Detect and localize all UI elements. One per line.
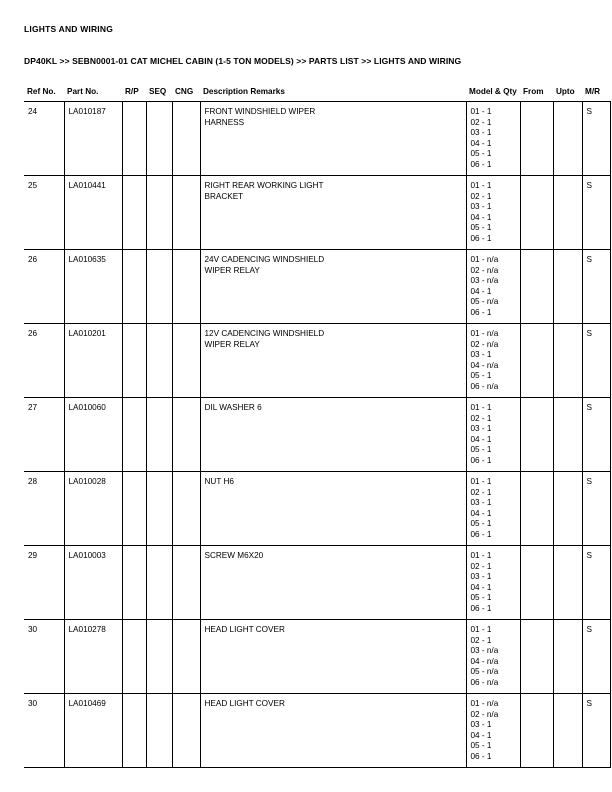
model-qty-line: 05 - 1 xyxy=(470,149,492,158)
description-line: BRACKET xyxy=(204,191,244,201)
table-header-row xyxy=(24,87,610,102)
model-qty-line: 06 - 1 xyxy=(470,529,492,539)
cell-description xyxy=(200,620,466,694)
cell-from xyxy=(520,546,553,620)
cell-from xyxy=(520,102,553,176)
model-qty-line: 01 - n/a xyxy=(470,699,499,708)
model-qty-line: 06 - 1 xyxy=(470,603,492,613)
cell-rp xyxy=(122,324,146,398)
table-header xyxy=(24,87,610,102)
cell-seq xyxy=(146,472,172,546)
cell-seq xyxy=(146,694,172,768)
table-body xyxy=(24,102,610,768)
cell-cng xyxy=(172,250,200,324)
cell-part-no: LA010187 xyxy=(64,102,122,176)
cell-seq xyxy=(146,620,172,694)
cell-upto xyxy=(553,250,582,324)
model-qty-line: 01 - 1 xyxy=(470,477,492,486)
cell-part-no: LA010635 xyxy=(64,250,122,324)
model-qty-line: 04 - 1 xyxy=(470,434,492,444)
cell-rp xyxy=(122,250,146,324)
cell-part-no: LA010469 xyxy=(64,694,122,768)
model-qty-line: 03 - 1 xyxy=(470,498,492,507)
cell-seq xyxy=(146,176,172,250)
cell-description xyxy=(200,472,466,546)
cell-part-no: LA010028 xyxy=(64,472,122,546)
model-qty-line: 01 - n/a xyxy=(470,329,499,338)
cell-mr: S xyxy=(582,398,610,472)
cell-from xyxy=(520,620,553,694)
description-line: DIL WASHER 6 xyxy=(204,403,262,412)
model-qty-line: 03 - 1 xyxy=(470,350,492,359)
table-row xyxy=(24,694,610,768)
cell-mr: S xyxy=(582,694,610,768)
model-qty-line: 02 - 1 xyxy=(470,487,492,497)
cell-rp xyxy=(122,472,146,546)
model-qty-line: 02 - 1 xyxy=(470,561,492,571)
model-qty-line: 02 - 1 xyxy=(470,117,492,127)
cell-model-qty xyxy=(466,472,520,546)
description-line: HEAD LIGHT COVER xyxy=(204,699,285,708)
model-qty-line: 06 - 1 xyxy=(470,307,492,317)
model-qty-line: 03 - n/a xyxy=(470,276,499,285)
cell-mr: S xyxy=(582,250,610,324)
cell-rp xyxy=(122,176,146,250)
cell-from xyxy=(520,250,553,324)
cell-ref-no: 30 xyxy=(24,694,64,768)
model-qty-line: 05 - n/a xyxy=(470,297,499,306)
model-qty-line: 05 - 1 xyxy=(470,519,492,528)
cell-mr: S xyxy=(582,176,610,250)
parts-list-table xyxy=(24,87,611,768)
table-row xyxy=(24,472,610,546)
cell-rp xyxy=(122,398,146,472)
cell-rp xyxy=(122,102,146,176)
column-header-description-remarks: Description Remarks xyxy=(203,87,285,96)
cell-description xyxy=(200,324,466,398)
cell-ref-no: 26 xyxy=(24,250,64,324)
cell-from xyxy=(520,694,553,768)
cell-cng xyxy=(172,324,200,398)
column-header-part-no: Part No. xyxy=(67,87,99,96)
cell-rp xyxy=(122,694,146,768)
description-line: HARNESS xyxy=(204,117,245,127)
cell-seq xyxy=(146,250,172,324)
cell-model-qty xyxy=(466,102,520,176)
model-qty-line: 01 - 1 xyxy=(470,181,492,190)
model-qty-line: 01 - n/a xyxy=(470,255,499,264)
model-qty-line: 02 - n/a xyxy=(470,265,499,275)
cell-cng xyxy=(172,398,200,472)
table-row xyxy=(24,250,610,324)
model-qty-line: 01 - 1 xyxy=(470,107,492,116)
cell-model-qty xyxy=(466,546,520,620)
cell-part-no: LA010201 xyxy=(64,324,122,398)
cell-from xyxy=(520,176,553,250)
table-row xyxy=(24,102,610,176)
model-qty-line: 03 - 1 xyxy=(470,424,492,433)
model-qty-line: 04 - 1 xyxy=(470,582,492,592)
cell-model-qty xyxy=(466,176,520,250)
column-header-ref-no: Ref No. xyxy=(27,87,56,96)
model-qty-line: 01 - 1 xyxy=(470,551,492,560)
model-qty-line: 04 - 1 xyxy=(470,508,492,518)
model-qty-line: 04 - 1 xyxy=(470,138,492,148)
column-header-cng: CNG xyxy=(175,87,194,96)
cell-cng xyxy=(172,102,200,176)
table-row xyxy=(24,546,610,620)
cell-upto xyxy=(553,176,582,250)
cell-description xyxy=(200,694,466,768)
cell-part-no: LA010441 xyxy=(64,176,122,250)
cell-ref-no: 30 xyxy=(24,620,64,694)
cell-description xyxy=(200,176,466,250)
cell-model-qty xyxy=(466,324,520,398)
cell-ref-no: 28 xyxy=(24,472,64,546)
column-header-rp: R/P xyxy=(125,87,139,96)
table-row xyxy=(24,620,610,694)
cell-upto xyxy=(553,324,582,398)
cell-ref-no: 25 xyxy=(24,176,64,250)
table-row xyxy=(24,176,610,250)
cell-seq xyxy=(146,546,172,620)
model-qty-line: 03 - 1 xyxy=(470,202,492,211)
model-qty-line: 06 - 1 xyxy=(470,233,492,243)
cell-model-qty xyxy=(466,694,520,768)
cell-ref-no: 24 xyxy=(24,102,64,176)
cell-ref-no: 29 xyxy=(24,546,64,620)
cell-cng xyxy=(172,620,200,694)
model-qty-line: 06 - 1 xyxy=(470,751,492,761)
model-qty-line: 04 - n/a xyxy=(470,656,499,666)
model-qty-line: 02 - 1 xyxy=(470,635,492,645)
cell-from xyxy=(520,398,553,472)
model-qty-line: 06 - n/a xyxy=(470,381,499,391)
cell-mr: S xyxy=(582,472,610,546)
model-qty-line: 05 - 1 xyxy=(470,593,492,602)
model-qty-line: 06 - 1 xyxy=(470,159,492,169)
table-row xyxy=(24,324,610,398)
cell-cng xyxy=(172,472,200,546)
model-qty-line: 06 - n/a xyxy=(470,677,499,687)
cell-description xyxy=(200,546,466,620)
cell-cng xyxy=(172,546,200,620)
model-qty-line: 02 - n/a xyxy=(470,709,499,719)
model-qty-line: 04 - n/a xyxy=(470,360,499,370)
cell-model-qty xyxy=(466,398,520,472)
model-qty-line: 06 - 1 xyxy=(470,455,492,465)
cell-seq xyxy=(146,102,172,176)
cell-ref-no: 26 xyxy=(24,324,64,398)
description-line: 24V CADENCING WINDSHIELD xyxy=(204,255,325,264)
description-line: FRONT WINDSHIELD WIPER xyxy=(204,107,316,116)
cell-from xyxy=(520,324,553,398)
cell-mr: S xyxy=(582,546,610,620)
model-qty-line: 05 - 1 xyxy=(470,223,492,232)
column-header-mr: M/R xyxy=(585,87,601,96)
model-qty-line: 05 - 1 xyxy=(470,371,492,380)
description-line: WIPER RELAY xyxy=(204,339,260,349)
description-line: 12V CADENCING WINDSHIELD xyxy=(204,329,325,338)
cell-ref-no: 27 xyxy=(24,398,64,472)
model-qty-line: 04 - 1 xyxy=(470,730,492,740)
model-qty-line: 02 - n/a xyxy=(470,339,499,349)
cell-mr: S xyxy=(582,620,610,694)
cell-rp xyxy=(122,620,146,694)
column-header-model-qty: Model & Qty xyxy=(469,87,517,96)
cell-from xyxy=(520,472,553,546)
cell-description xyxy=(200,102,466,176)
column-header-seq: SEQ xyxy=(149,87,167,96)
model-qty-line: 01 - 1 xyxy=(470,625,492,634)
cell-upto xyxy=(553,398,582,472)
cell-mr: S xyxy=(582,324,610,398)
cell-seq xyxy=(146,398,172,472)
model-qty-line: 05 - 1 xyxy=(470,741,492,750)
model-qty-line: 02 - 1 xyxy=(470,191,492,201)
column-header-upto: Upto xyxy=(556,87,575,96)
description-line: WIPER RELAY xyxy=(204,265,260,275)
cell-upto xyxy=(553,620,582,694)
cell-rp xyxy=(122,546,146,620)
model-qty-line: 04 - 1 xyxy=(470,286,492,296)
page-title: LIGHTS AND WIRING xyxy=(24,24,114,34)
description-line: RIGHT REAR WORKING LIGHT xyxy=(204,181,324,190)
model-qty-line: 03 - 1 xyxy=(470,128,492,137)
model-qty-line: 03 - 1 xyxy=(470,572,492,581)
description-line: NUT H6 xyxy=(204,477,234,486)
cell-description xyxy=(200,398,466,472)
model-qty-line: 05 - n/a xyxy=(470,667,499,676)
cell-model-qty xyxy=(466,250,520,324)
cell-seq xyxy=(146,324,172,398)
table-row xyxy=(24,398,610,472)
cell-upto xyxy=(553,102,582,176)
cell-part-no: LA010060 xyxy=(64,398,122,472)
cell-part-no: LA010278 xyxy=(64,620,122,694)
cell-cng xyxy=(172,694,200,768)
model-qty-line: 03 - 1 xyxy=(470,720,492,729)
model-qty-line: 05 - 1 xyxy=(470,445,492,454)
cell-part-no: LA010003 xyxy=(64,546,122,620)
model-qty-line: 01 - 1 xyxy=(470,403,492,412)
cell-upto xyxy=(553,694,582,768)
cell-model-qty xyxy=(466,620,520,694)
model-qty-line: 04 - 1 xyxy=(470,212,492,222)
description-line: SCREW M6X20 xyxy=(204,551,264,560)
cell-upto xyxy=(553,546,582,620)
cell-description xyxy=(200,250,466,324)
cell-mr: S xyxy=(582,102,610,176)
cell-upto xyxy=(553,472,582,546)
cell-cng xyxy=(172,176,200,250)
model-qty-line: 02 - 1 xyxy=(470,413,492,423)
column-header-from: From xyxy=(523,87,544,96)
breadcrumb: DP40KL >> SEBN0001-01 CAT MICHEL CABIN (1-5 TON MODELS) >> PARTS LIST >> LIGHTS AND WIRING xyxy=(24,56,462,66)
description-line: HEAD LIGHT COVER xyxy=(204,625,285,634)
model-qty-line: 03 - n/a xyxy=(470,646,499,655)
